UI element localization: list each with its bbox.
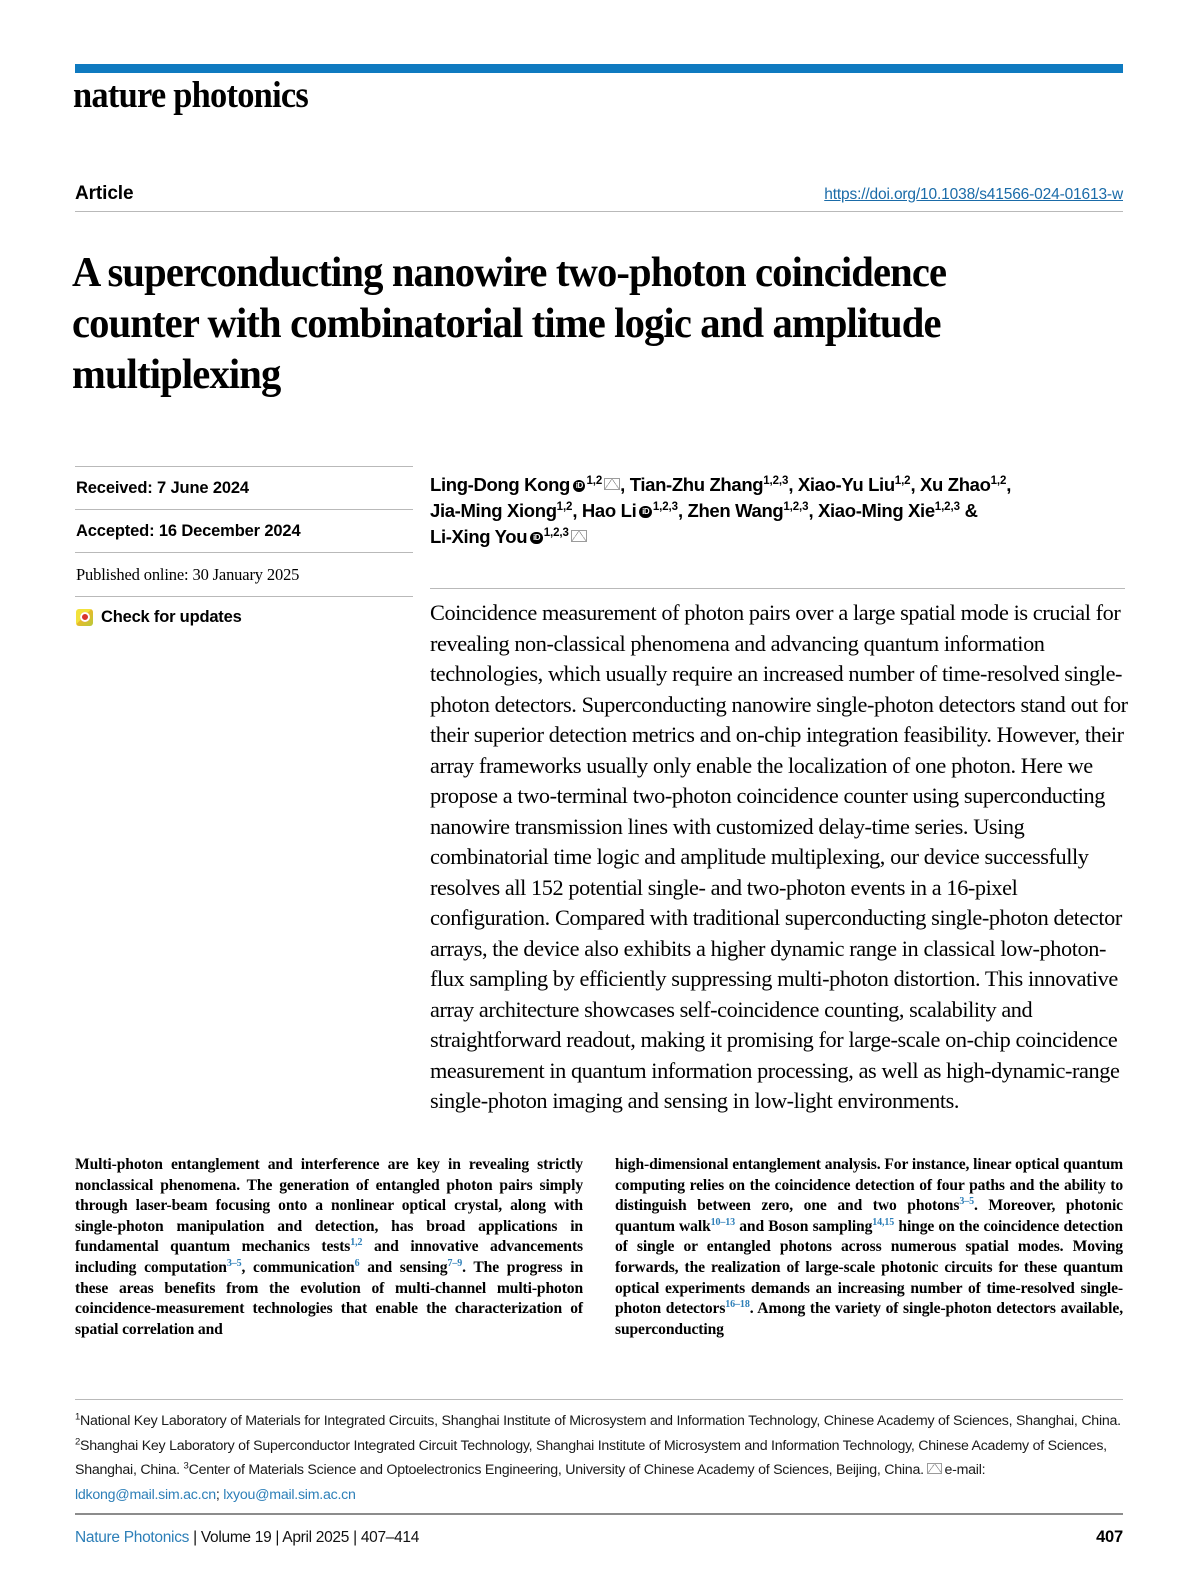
orcid-icon[interactable]: [639, 506, 652, 519]
citation-ref[interactable]: 1,2: [350, 1237, 363, 1249]
citation-ref[interactable]: 14,15: [872, 1216, 895, 1228]
citation-ref[interactable]: 16–18: [725, 1298, 750, 1310]
published-date: Published online: 30 January 2025: [76, 565, 300, 584]
body-column-right: [615, 1155, 1123, 1340]
paragraph-text: . Moreover, photonic quantum walk: [615, 1197, 1123, 1235]
citation-ref[interactable]: 6: [354, 1257, 360, 1269]
header-divider: [75, 211, 1123, 212]
check-for-updates-label: Check for updates: [101, 608, 242, 626]
author-separator: ,: [1006, 474, 1012, 495]
body-column-left: [75, 1155, 583, 1340]
author-name[interactable]: Ling-Dong Kong: [430, 474, 570, 495]
corresponding-email-2[interactable]: lxyou@mail.sim.ac.cn: [223, 1486, 356, 1503]
paragraph-text: , communication: [241, 1258, 355, 1276]
page-title: A superconducting nanowire two-photon coincidence counter with combinatorial time logic and amplitude multiplexing: [72, 249, 947, 399]
footer-citation: [75, 1529, 419, 1547]
citation-ref[interactable]: 3–5: [226, 1257, 242, 1269]
author-affil-sup: 1,2: [990, 474, 1007, 487]
author-name[interactable]: Li-Xing You: [430, 526, 528, 547]
citation-ref[interactable]: 3–5: [959, 1196, 974, 1207]
affiliations-block: [75, 1409, 1123, 1507]
body-columns: [75, 1155, 1123, 1340]
paragraph-text: hinge on the coincidence detection of single or entangled photons across numerous spatial modes. Moving forwards, the realization of large-scale photonic circuits for these quantum optical experiments demands an increasing number of time-resolved single-photon detectors: [615, 1217, 1123, 1318]
corresponding-email-1[interactable]: ldkong@mail.sim.ac.cn: [75, 1486, 216, 1503]
affiliation-sup: 2: [75, 1435, 81, 1447]
footer-journal-name[interactable]: Nature Photonics: [75, 1529, 190, 1546]
paragraph-text: high-dimensional entanglement analysis. For instance, linear optical quantum computing relies on the coincidence detection of four paths and the ability to distinguish between zero, one and two photons: [615, 1156, 1123, 1215]
page-number: 407: [1096, 1528, 1123, 1546]
orcid-icon[interactable]: [530, 532, 543, 545]
author-name[interactable]: , Xu Zhao: [910, 474, 991, 495]
accepted-date: Accepted: 16 December 2024: [76, 522, 301, 540]
author-affil-sup: 1,2,3: [783, 500, 809, 513]
author-affil-sup: 1,2,3: [543, 526, 569, 539]
footer-divider: [75, 1513, 1123, 1515]
email-icon[interactable]: [604, 478, 620, 490]
affiliation-text: Center of Materials Science and Optoelectronics Engineering, University of Chinese Academy of Sciences, Beijing, China.: [188, 1462, 928, 1478]
author-affil-sup: 1,2: [556, 500, 573, 513]
paragraph-text: . The progress in these areas benefits from the evolution of multi-channel multi-photon coincidence-measurement technologies that enable the characterization of spatial correlation and: [75, 1258, 583, 1338]
affiliations-divider: [75, 1399, 1123, 1400]
author-list: [430, 472, 1125, 550]
brand-accent-bar: [75, 64, 1123, 73]
article-metadata: [75, 466, 413, 627]
journal-masthead: nature photonics: [73, 75, 309, 116]
email-icon: [927, 1463, 942, 1475]
author-name[interactable]: , Hao Li: [572, 500, 637, 521]
footer-volume-info: | Volume 19 | April 2025 | 407–414: [189, 1529, 420, 1546]
paragraph-text: Multi-photon entanglement and interference are key in revealing strictly nonclassical phenomena. The generation of entangled photon pairs simply through laser-beam focusing onto a nonlinear optical crystal, along with single-photon manipulation and detection, has broad applications in fundamental quantum mechanics tests: [75, 1156, 583, 1256]
affiliation-sup: 3: [183, 1460, 189, 1472]
author-affil-sup: 1,2,3: [934, 500, 960, 513]
crossmark-icon: [76, 609, 93, 626]
doi-link[interactable]: https://doi.org/10.1038/s41566-024-01613-w: [824, 186, 1123, 203]
author-affil-sup: 1,2,3: [763, 474, 789, 487]
citation-ref[interactable]: 10–13: [710, 1216, 736, 1228]
article-type-label: Article: [75, 183, 134, 204]
author-name[interactable]: , Xiao-Yu Liu: [788, 474, 895, 495]
article-type-row: [75, 183, 1123, 205]
author-affil-sup: 1,2,3: [652, 500, 678, 513]
paragraph-text: and Boson sampling: [735, 1217, 873, 1235]
author-name[interactable]: , Tian-Zhu Zhang: [620, 474, 764, 495]
affiliation-text: National Key Laboratory of Materials for Integrated Circuits, Shanghai Institute of Microsystem and Information Technology, Chinese Academy of Sciences, Shanghai, China.: [80, 1413, 1121, 1429]
received-date: Received: 7 June 2024: [76, 479, 249, 497]
paragraph-text: . Among the variety of single-photon detectors available, superconducting: [615, 1300, 1123, 1338]
article-page: [72, 0, 1128, 1593]
abstract-divider: [430, 588, 1125, 589]
email-separator: ;: [215, 1486, 224, 1503]
author-name[interactable]: Jia-Ming Xiong: [430, 500, 557, 521]
paragraph-text: and innovative advancements including computation: [75, 1238, 583, 1276]
orcid-icon[interactable]: [573, 480, 586, 493]
email-icon[interactable]: [571, 530, 587, 542]
author-separator: &: [959, 500, 978, 521]
check-for-updates-button[interactable]: [75, 597, 413, 627]
abstract-text: Coincidence measurement of photon pairs over a large spatial mode is crucial for revealing non-classical phenomena and advancing quantum information technologies, which usually require an increased number of time-resolved single-photon detectors. Superconducting nanowire single-photon detectors stand out for their superior detection metrics and on-chip integration feasibility. However, their array frameworks usually only enable the localization of one photon. Here we propose a two-terminal two-photon coincidence counter using superconducting nanowire transmission lines with customized delay-time series. Using combinatorial time logic and amplitude multiplexing, our device successfully resolves all 152 potential single- and two-photon events in a 16-pixel configuration. Compared with traditional superconducting single-photon detector arrays, the device also exhibits a higher dynamic range in classical low-photon-flux sampling by efficiently suppressing multi-photon distortion. This innovative array architecture showcases self-coincidence counting, scalability and straightforward readout, making it promising for large-scale on-chip coincidence measurement in quantum information processing, as well as high-dynamic-range single-photon imaging and sensing in low-light environments.: [430, 600, 1128, 1113]
author-name[interactable]: , Xiao-Ming Xie: [808, 500, 935, 521]
author-affil-sup: 1,2: [894, 474, 911, 487]
affiliation-text: Shanghai Key Laboratory of Superconductor Integrated Circuit Technology, Shanghai Institute of Microsystem and Information Technology, Chinese Academy of Sciences, Shanghai, China.: [75, 1437, 1107, 1478]
author-name[interactable]: , Zhen Wang: [677, 500, 784, 521]
author-affil-sup: 1,2: [586, 474, 603, 487]
page-footer: [75, 1528, 1123, 1547]
email-label: e-mail:: [944, 1462, 986, 1478]
affiliation-sup: 1: [75, 1411, 81, 1423]
citation-ref[interactable]: 7–9: [447, 1257, 463, 1269]
paragraph-text: and sensing: [359, 1258, 448, 1276]
